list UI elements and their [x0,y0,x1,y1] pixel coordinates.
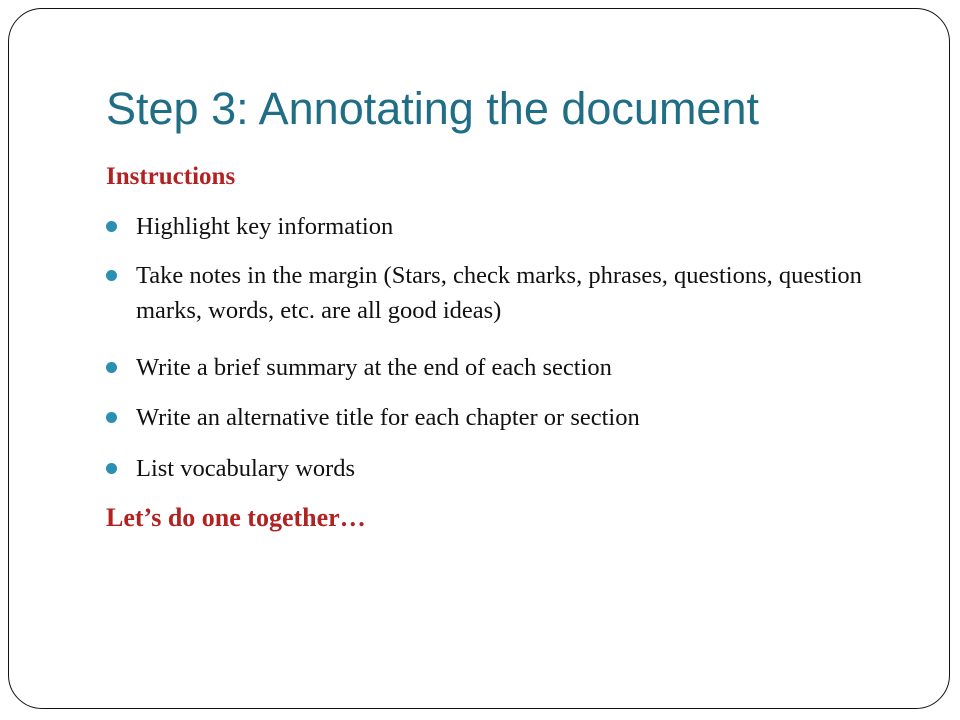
slide-title: Step 3: Annotating the document [106,83,759,134]
list-item-text: Take notes in the margin (Stars, check marks, phrases, questions, question marks, words, etc. are all good ideas) [136,262,862,324]
list-item-text: List vocabulary words [136,455,356,482]
list-item [106,451,866,486]
list-item [106,209,866,244]
closing-text: Let’s do one together… [106,503,366,532]
instructions-heading: Instructions [106,163,236,190]
bullet-icon [106,362,117,373]
list-item [106,400,866,435]
bullet-icon [106,412,117,423]
bullet-icon [106,463,117,474]
list-item [106,258,866,328]
list-item-text: Write an alternative title for each chapter or section [136,404,640,431]
bullet-icon [106,270,117,281]
list-item [106,350,866,385]
bullet-icon [106,221,117,232]
list-item-text: Highlight key information [136,213,394,240]
list-item-text: Write a brief summary at the end of each section [136,354,612,381]
